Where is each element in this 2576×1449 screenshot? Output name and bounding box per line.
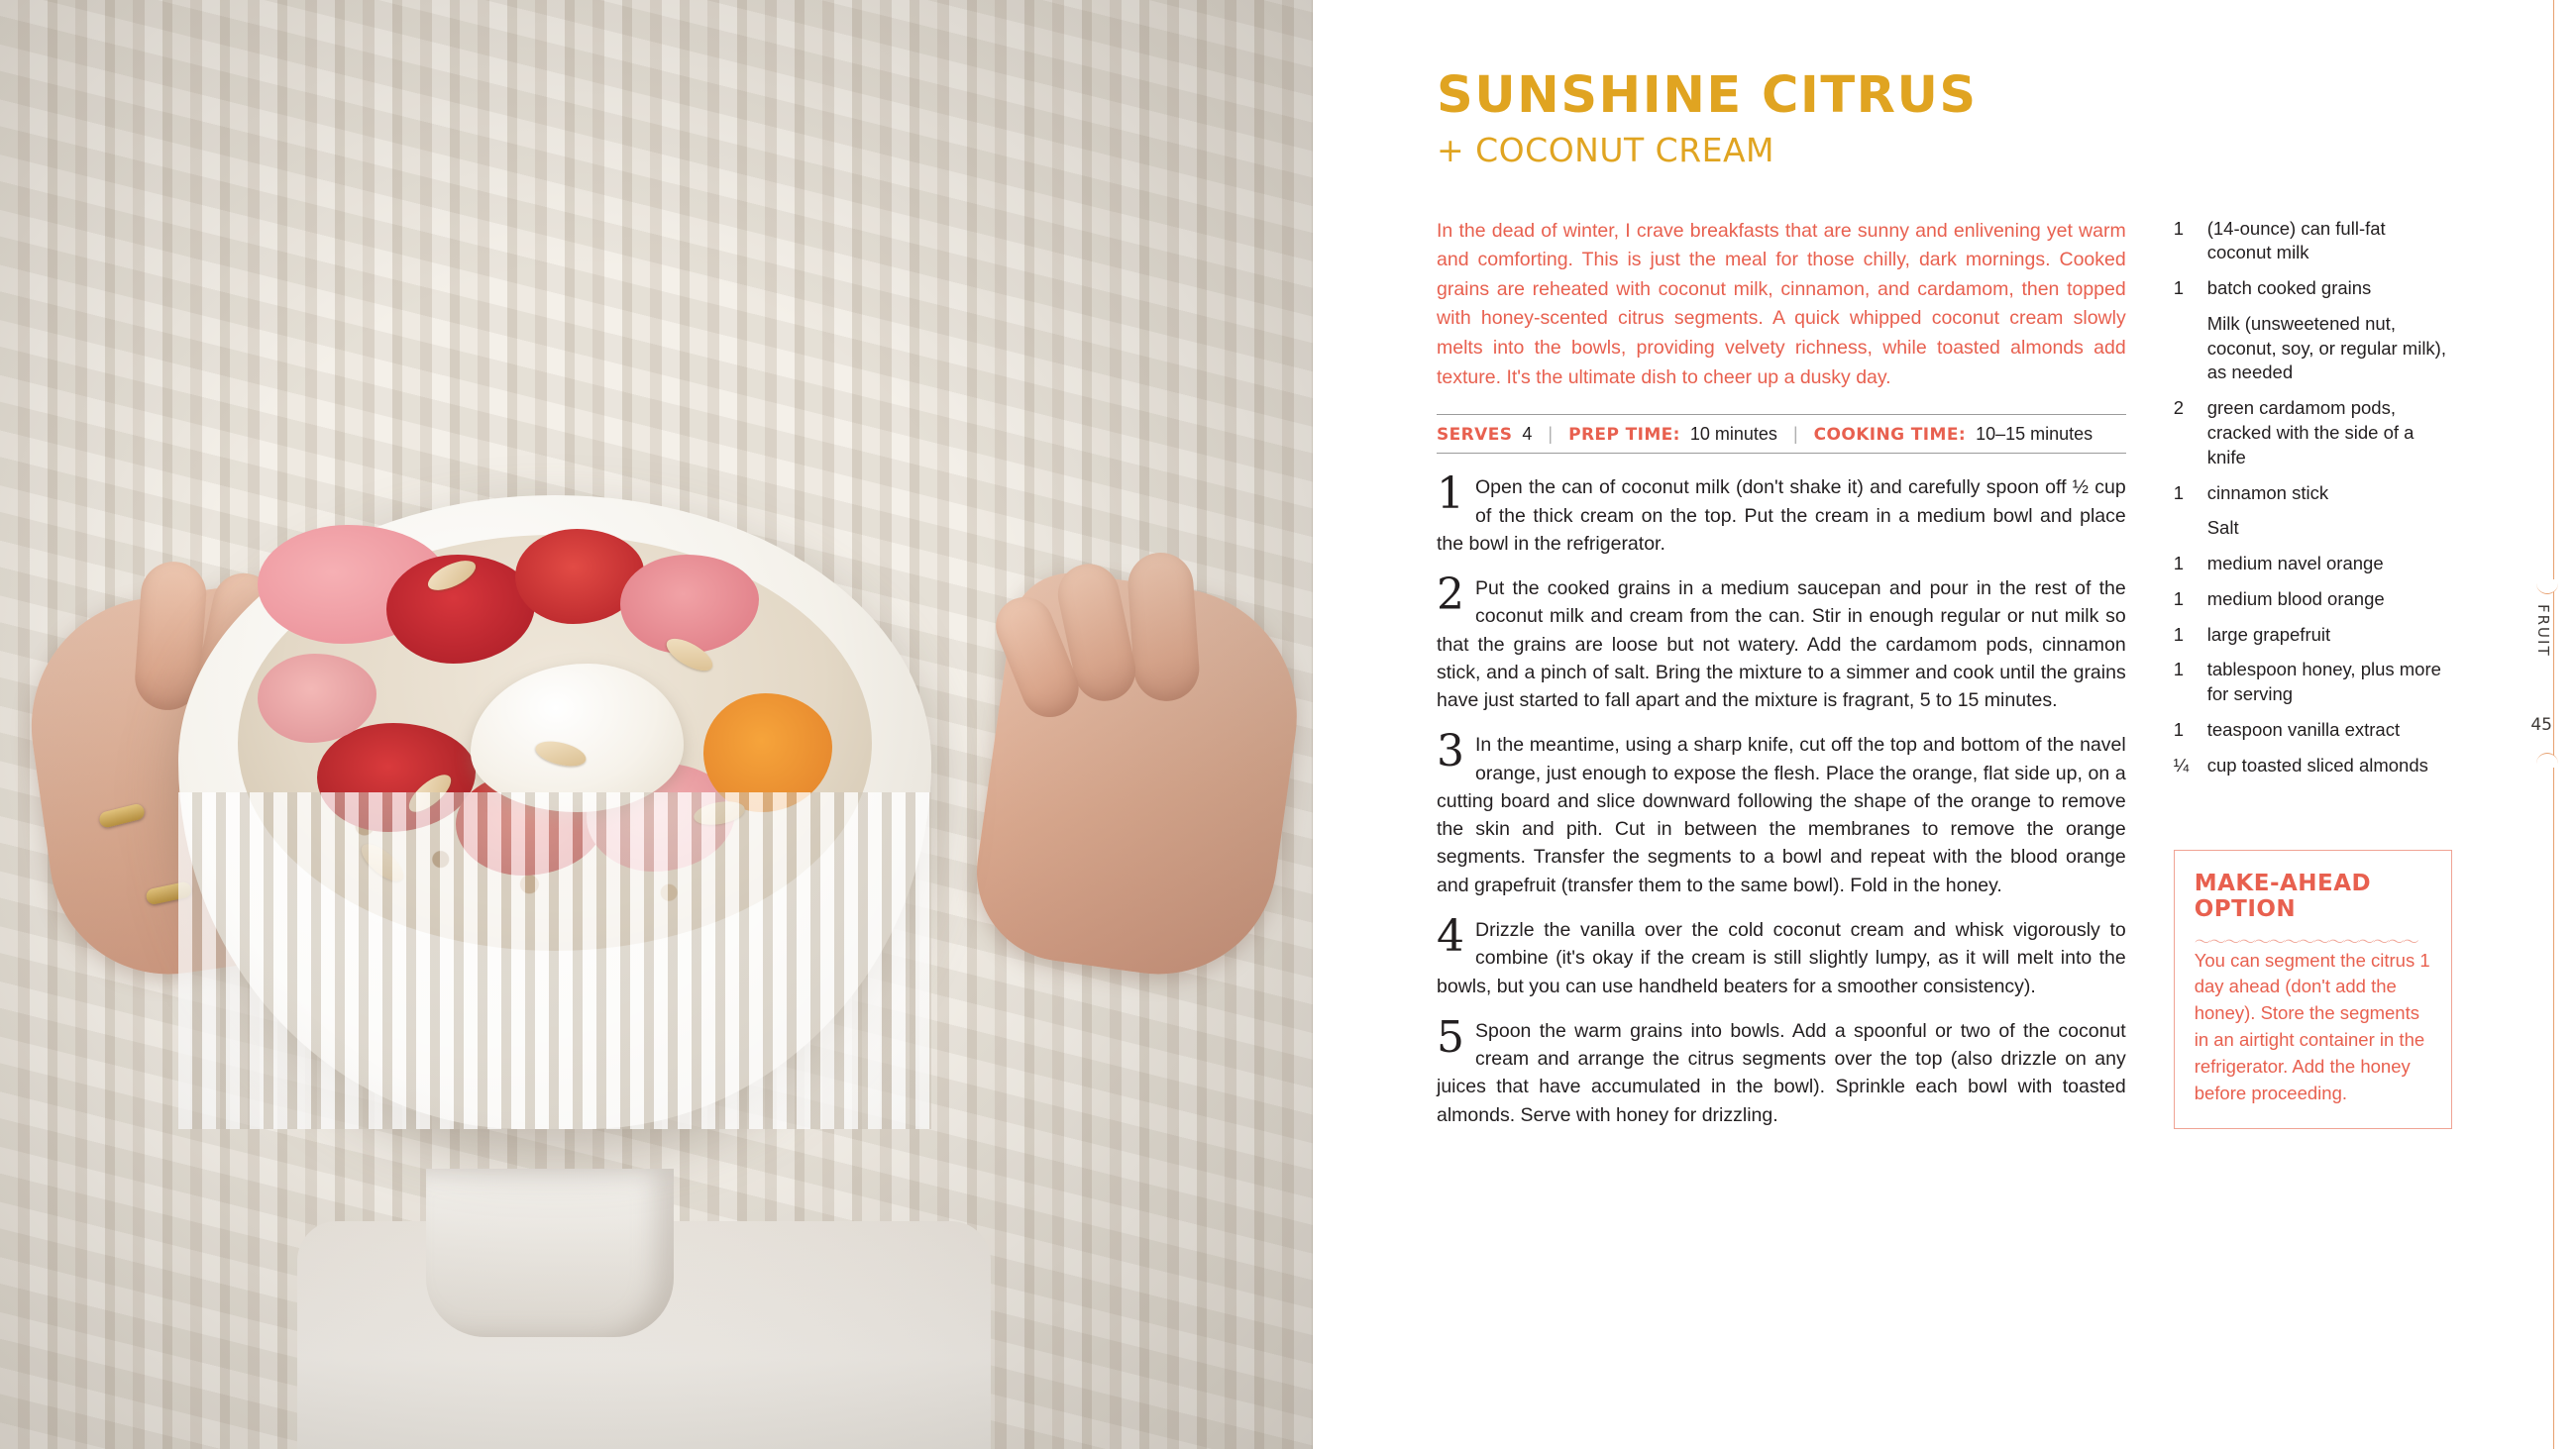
ingredient-item	[2174, 312, 2452, 385]
method-step	[1437, 1011, 2126, 1129]
method-column	[1437, 217, 2126, 1146]
ingredients-column	[2174, 217, 2452, 1146]
ingredient-text: cinnamon stick	[2206, 481, 2329, 503]
ingredient-quantity: 1	[2173, 277, 2185, 299]
chapter-edge-rule	[2553, 0, 2576, 1449]
prep-time-value: 10 minutes	[1689, 424, 1777, 445]
ingredient-quantity: 1	[2173, 623, 2185, 645]
ingredient-quantity	[2174, 312, 2207, 385]
ingredient-item	[2174, 754, 2452, 778]
make-ahead-text: You can segment the citrus 1 day ahead (don't add the honey). Store the segments in an airtight container in the refrigerator. Add the honey before proceeding.	[2194, 949, 2430, 1103]
ingredient-text: medium navel orange	[2206, 553, 2384, 574]
meta-separator: |	[1548, 424, 1554, 445]
step-number: 4	[1437, 911, 1464, 963]
ingredient-item	[2174, 276, 2452, 301]
ingredient-text: medium blood orange	[2206, 587, 2385, 609]
ingredient-quantity: 1	[2173, 719, 2185, 741]
method-step	[1437, 911, 2126, 1000]
ingredient-text: batch cooked grains	[2206, 277, 2372, 299]
page-number: 45	[2530, 715, 2552, 735]
cooking-time-label: COOKING TIME:	[1813, 425, 1967, 446]
recipe-meta	[1437, 415, 2126, 454]
ingredient-item	[2174, 396, 2452, 469]
step-number: 1	[1437, 468, 1464, 520]
ingredient-quantity: 2	[2173, 397, 2185, 419]
recipe-title: SUNSHINE CITRUS	[1437, 66, 1978, 125]
step-number: 5	[1437, 1011, 1464, 1063]
ingredient-text: Milk (unsweetened nut, coconut, soy, or regular milk), as needed	[2206, 312, 2446, 383]
ingredient-quantity	[2174, 516, 2207, 541]
edge-bracket-bottom	[2536, 753, 2558, 768]
ingredient-item	[2174, 481, 2452, 506]
ingredient-item	[2174, 552, 2452, 576]
ingredient-item	[2174, 516, 2452, 541]
ingredient-item	[2174, 658, 2452, 707]
ingredient-quantity: 1	[2173, 553, 2185, 574]
method-step	[1437, 726, 2126, 899]
cooking-time-value: 10–15 minutes	[1976, 424, 2093, 445]
step-text: Drizzle the vanilla over the cold coconut cream and whisk vigorously to combine (it's okay if the cream is still slightly lumpy, as it will melt into the bowls, but you can use handheld beaters for a smoother consistency).	[1437, 919, 2126, 997]
recipe-subtitle: + COCONUT CREAM	[1437, 130, 1775, 169]
ingredient-quantity: ¼	[2173, 754, 2190, 776]
prep-time-label: PREP TIME:	[1568, 425, 1680, 446]
method-step	[1437, 468, 2126, 558]
ingredient-quantity: 1	[2173, 587, 2185, 609]
make-ahead-box	[2174, 850, 2452, 1130]
step-text: Open the can of coconut milk (don't shake it) and carefully spoon off ½ cup of the thick cream on the top. Put the cream in a medium bowl and place the bowl in the refrigerator.	[1437, 476, 2126, 555]
method-steps	[1437, 468, 2126, 1129]
meta-separator-2: |	[1792, 424, 1798, 445]
ingredient-text: large grapefruit	[2206, 623, 2331, 645]
step-text: Put the cooked grains in a medium saucepan and pour in the rest of the coconut milk and cream from the can. Stir in enough regular or nut milk so that the grains are loose but not watery. Add the cardamom pods, cinnamon stick, and a pinch of salt. Bring the mixture to a simmer and cook until the grains have just started to fall apart and the mixture is fragrant, 5 to 15 minutes.	[1437, 577, 2126, 712]
ingredient-quantity: 1	[2173, 659, 2185, 680]
ingredient-item	[2174, 587, 2452, 612]
serves-label: SERVES	[1437, 425, 1513, 446]
recipe-headnote: In the dead of winter, I crave breakfasts that are sunny and enlivening yet warm and comforting. This is just the meal for those chilly, dark mornings. Cooked grains are reheated with coconut milk, cinnamon, and cardamom, then topped with honey-scented citrus segments. A quick whipped coconut cream slowly melts into the bowls, providing velvety richness, while toasted almonds add texture. It's the ultimate dish to cheer up a dusky day.	[1437, 219, 2126, 388]
ingredient-text: tablespoon honey, plus more for serving	[2206, 659, 2441, 705]
step-number: 2	[1437, 569, 1464, 621]
ingredient-item	[2174, 217, 2452, 266]
ingredient-text: Salt	[2206, 517, 2239, 539]
ingredient-item	[2174, 623, 2452, 648]
ingredient-quantity: 1	[2173, 481, 2185, 503]
ingredient-text: cup toasted sliced almonds	[2206, 754, 2428, 776]
chapter-label: FRUIT	[2534, 604, 2552, 658]
ingredient-item	[2174, 718, 2452, 743]
ingredient-text: teaspoon vanilla extract	[2206, 719, 2401, 741]
step-text: In the meantime, using a sharp knife, cut off the top and bottom of the navel orange, just enough to expose the flesh. Place the orange, flat side up, on a cutting board and slice downward following the shape of the orange to remove the skin and pith. Cut in between the membranes to remove the orange segments. Transfer the segments to a bowl and repeat with the blood orange and grapefruit (transfer them to the same bowl). Fold in the honey.	[1437, 734, 2126, 896]
ingredients-list	[2174, 217, 2452, 778]
squiggle-divider: 〜〜〜〜〜〜〜〜〜〜〜〜〜〜〜	[2194, 932, 2417, 952]
step-text: Spoon the warm grains into bowls. Add a spoonful or two of the coconut cream and arrange the citrus segments over the top (also drizzle on any juices that have accumulated in the bowl). Sprinkle each bowl with toasted almonds. Serve with honey for drizzling.	[1437, 1019, 2126, 1126]
recipe-columns	[1437, 217, 2452, 1146]
method-step	[1437, 569, 2126, 714]
serves-value: 4	[1522, 424, 1533, 445]
step-number: 3	[1437, 726, 1464, 777]
ingredient-text: green cardamom pods, cracked with the side of a knife	[2206, 397, 2415, 467]
ingredient-text: (14-ounce) can full-fat coconut milk	[2206, 217, 2386, 263]
make-ahead-title: MAKE-AHEAD OPTION	[2194, 870, 2372, 922]
recipe-page	[1313, 0, 2576, 1449]
ingredient-quantity: 1	[2173, 217, 2185, 239]
